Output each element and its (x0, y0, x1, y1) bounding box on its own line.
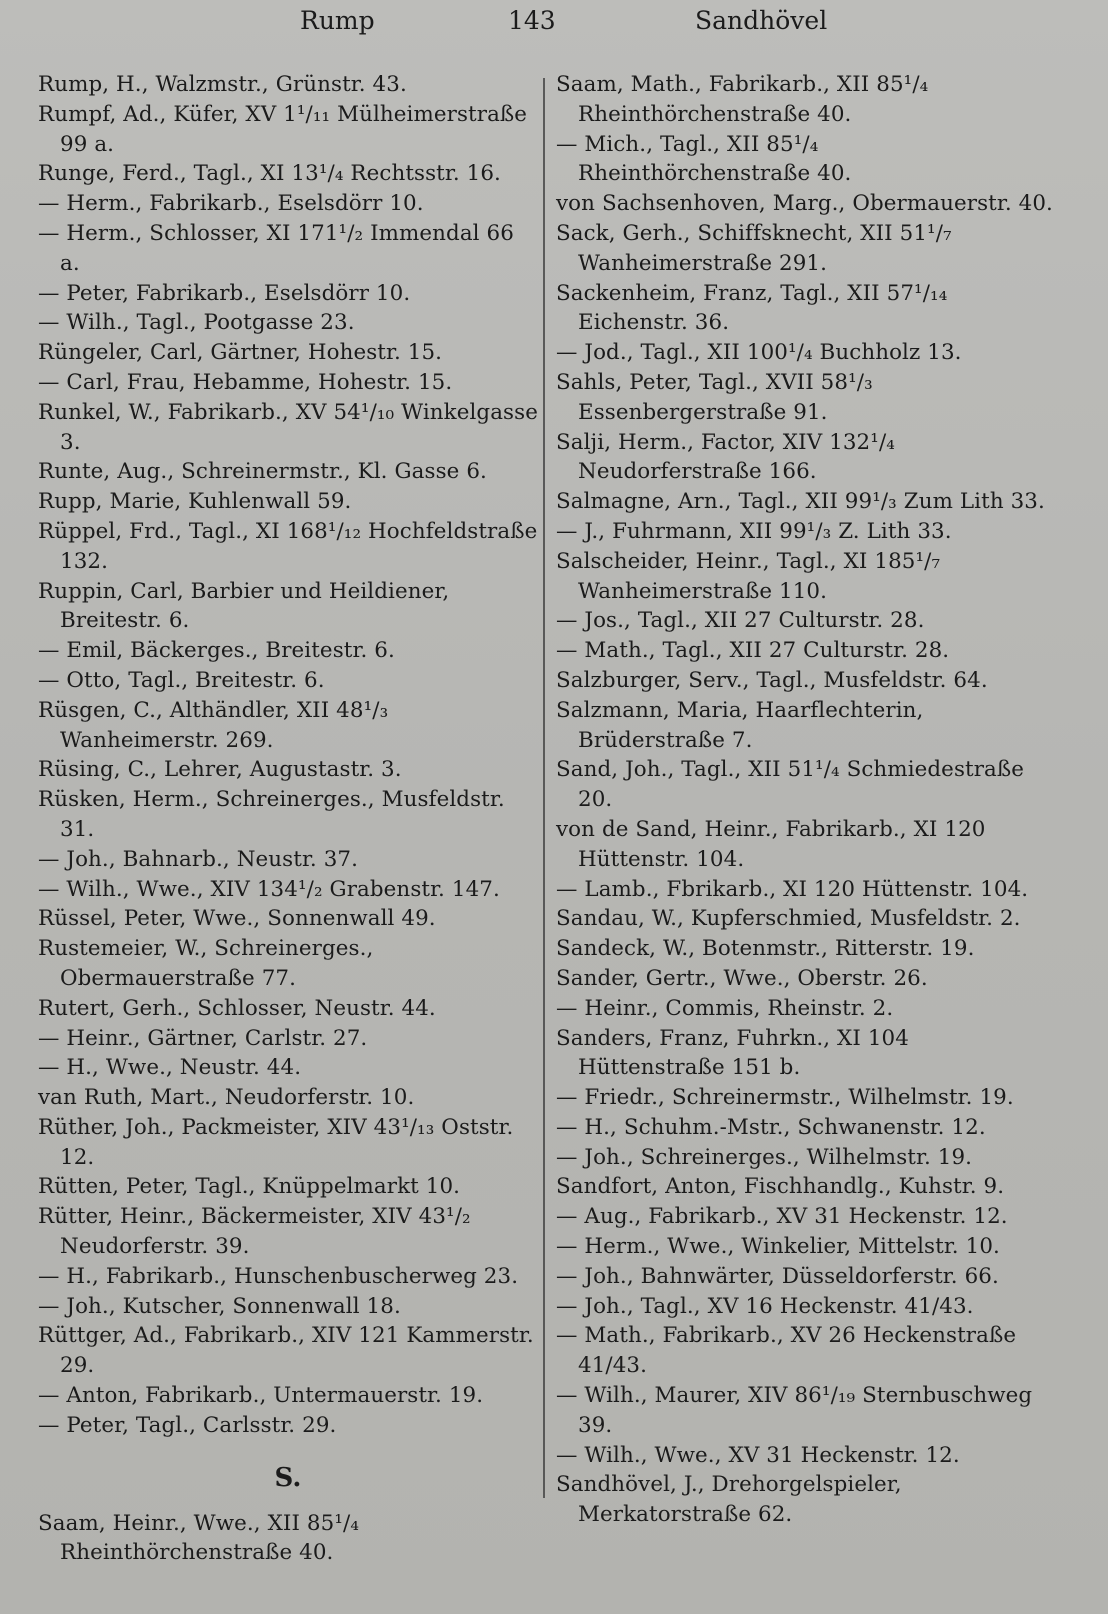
directory-entry: — Peter, Tagl., Carlsstr. 29. (38, 1412, 337, 1438)
directory-entry: Runge, Ferd., Tagl., XI 13¹/₄ Rechtsstr. 16. (38, 161, 501, 187)
directory-entry: Sandfort, Anton, Fischhandlg., Kuhstr. 9. (556, 1174, 1005, 1200)
directory-entry: — Herm., Fabrikarb., Eselsdörr 10. (38, 191, 424, 217)
directory-entry: Sackenheim, Franz, Tagl., XII 57¹/₁₄ Eichenstr. 36. (556, 280, 948, 336)
directory-entry: — Heinr., Gärtner, Carlstr. 27. (38, 1025, 368, 1051)
directory-entry: — Joh., Bahnwärter, Düsseldorferstr. 66. (556, 1263, 999, 1289)
directory-entry: Rütten, Peter, Tagl., Knüppelmarkt 10. (38, 1174, 461, 1200)
directory-entry: Rüsken, Herm., Schreinerges., Musfeldstr. 31. (38, 787, 505, 842)
directory-entry: — Herm., Wwe., Winkelier, Mittelstr. 10. (556, 1234, 1000, 1260)
directory-entry: — Friedr., Schreinermstr., Wilhelmstr. 19. (556, 1085, 1014, 1111)
column-divider (543, 78, 545, 1498)
directory-entry: van Ruth, Mart., Neudorferstr. 10. (38, 1085, 415, 1111)
directory-entry: Salzmann, Maria, Haarflechterin, Brüderstraße 7. (556, 697, 924, 753)
directory-entry: — J., Fuhrmann, XII 99¹/₃ Z. Lith 33. (556, 518, 952, 544)
section-letter-heading: S. (274, 1462, 302, 1493)
directory-entry: Salji, Herm., Factor, XIV 132¹/₄ Neudorferstraße 166. (556, 429, 895, 485)
directory-entry: Rustemeier, W., Schreinerges., Obermauerstraße 77. (38, 936, 374, 991)
right-column (556, 70, 1056, 1530)
directory-entry: — Joh., Tagl., XV 16 Heckenstr. 41/43. (556, 1293, 974, 1319)
directory-entry: — H., Fabrikarb., Hunschenbuscherweg 23. (38, 1263, 519, 1289)
directory-entry: — Anton, Fabrikarb., Untermauerstr. 19. (38, 1383, 484, 1409)
directory-entry: Sahls, Peter, Tagl., XVII 58¹/₃ Essenbergerstraße 91. (556, 369, 873, 425)
directory-entry: Runte, Aug., Schreinermstr., Kl. Gasse 6. (38, 459, 487, 485)
directory-entry: Rüther, Joh., Packmeister, XIV 43¹/₁₃ Oststr. 12. (38, 1114, 514, 1170)
directory-entry: — Carl, Frau, Hebamme, Hohestr. 15. (38, 369, 453, 395)
left-column (38, 70, 538, 1568)
directory-entry: — Math., Tagl., XII 27 Culturstr. 28. (556, 638, 950, 664)
directory-entry: von de Sand, Heinr., Fabrikarb., XI 120 Hüttenstr. 104. (556, 816, 986, 872)
directory-entry: Rütter, Heinr., Bäckermeister, XIV 43¹/₂ Neudorferstr. 39. (38, 1204, 471, 1260)
directory-entry: — Wilh., Wwe., XIV 134¹/₂ Grabenstr. 147. (38, 876, 500, 902)
directory-entry: Runkel, W., Fabrikarb., XV 54¹/₁₀ Winkelgasse 3. (38, 399, 538, 455)
directory-entry: Sack, Gerh., Schiffsknecht, XII 51¹/₇ Wanheimerstraße 291. (556, 220, 952, 276)
directory-entry: — Math., Fabrikarb., XV 26 Heckenstraße 41/43. (556, 1323, 1017, 1379)
directory-entry: — Mich., Tagl., XII 85¹/₄ Rheinthörchenstraße 40. (556, 131, 852, 187)
directory-entry: Rupp, Marie, Kuhlenwall 59. (38, 489, 352, 515)
header-first-name: Rump (300, 6, 375, 35)
directory-entry: Sandhövel, J., Drehorgelspieler, Merkatorstraße 62. (556, 1472, 902, 1528)
directory-entry: — Wilh., Wwe., XV 31 Heckenstr. 12. (556, 1442, 960, 1468)
directory-entry: — Peter, Fabrikarb., Eselsdörr 10. (38, 280, 411, 306)
directory-entry: Rüppel, Frd., Tagl., XI 168¹/₁₂ Hochfeldstraße 132. (38, 518, 538, 574)
page-number: 143 (508, 6, 556, 35)
directory-entry: — Wilh., Tagl., Pootgasse 23. (38, 310, 355, 336)
directory-entry: Sandau, W., Kupferschmied, Musfeldstr. 2. (556, 906, 1021, 932)
directory-entry: Saam, Math., Fabrikarb., XII 85¹/₄ Rheinthörchenstraße 40. (556, 72, 929, 127)
directory-entry: Salmagne, Arn., Tagl., XII 99¹/₃ Zum Lith 33. (556, 489, 1045, 515)
directory-entry: — Jod., Tagl., XII 100¹/₄ Buchholz 13. (556, 340, 962, 366)
directory-entry: Rüssel, Peter, Wwe., Sonnenwall 49. (38, 906, 436, 932)
directory-entry: Rüsgen, C., Althändler, XII 48¹/₃ Wanheimerstr. 269. (38, 697, 389, 753)
directory-entry: — Otto, Tagl., Breitestr. 6. (38, 667, 325, 693)
directory-entry: Salzburger, Serv., Tagl., Musfeldstr. 64. (556, 667, 988, 693)
header-last-name: Sandhövel (695, 6, 828, 35)
directory-entry: — Emil, Bäckerges., Breitestr. 6. (38, 638, 395, 664)
directory-entry: — Aug., Fabrikarb., XV 31 Heckenstr. 12. (556, 1204, 1008, 1230)
running-head (0, 6, 1108, 46)
directory-entry: — Jos., Tagl., XII 27 Culturstr. 28. (556, 608, 925, 634)
directory-entry: Rüngeler, Carl, Gärtner, Hohestr. 15. (38, 340, 443, 366)
directory-entry: Saam, Heinr., Wwe., XII 85¹/₄ Rheinthörchenstraße 40. (38, 1510, 360, 1566)
directory-entry: Ruppin, Carl, Barbier und Heildiener, Breitestr. 6. (38, 578, 450, 634)
directory-entry: Sander, Gertr., Wwe., Oberstr. 26. (556, 965, 928, 991)
directory-entry: — H., Schuhm.-Mstr., Schwanenstr. 12. (556, 1114, 986, 1140)
directory-entry: — Joh., Schreinerges., Wilhelmstr. 19. (556, 1144, 973, 1170)
directory-entry: Rumpf, Ad., Küfer, XV 1¹/₁₁ Mülheimerstraße 99 a. (38, 101, 528, 157)
directory-entry: von Sachsenhoven, Marg., Obermauerstr. 40. (556, 191, 1053, 217)
directory-entry: Rump, H., Walzmstr., Grünstr. 43. (38, 72, 407, 97)
directory-entry: — H., Wwe., Neustr. 44. (38, 1055, 302, 1081)
directory-entry: — Lamb., Fbrikarb., XI 120 Hüttenstr. 104. (556, 876, 1029, 902)
directory-entry: Rüsing, C., Lehrer, Augustastr. 3. (38, 757, 402, 783)
directory-entry: — Heinr., Commis, Rheinstr. 2. (556, 995, 894, 1021)
directory-entry: — Wilh., Maurer, XIV 86¹/₁₉ Sternbuschweg 39. (556, 1383, 1033, 1438)
directory-entry: — Joh., Bahnarb., Neustr. 37. (38, 846, 359, 872)
directory-entry: Rutert, Gerh., Schlosser, Neustr. 44. (38, 995, 436, 1021)
directory-entry: Salscheider, Heinr., Tagl., XI 185¹/₇ Wanheimerstraße 110. (556, 548, 941, 604)
directory-entry: Sanders, Franz, Fuhrkn., XI 104 Hüttenstraße 151 b. (556, 1025, 909, 1081)
directory-entry: Sandeck, W., Botenmstr., Ritterstr. 19. (556, 936, 975, 962)
directory-entry: Sand, Joh., Tagl., XII 51¹/₄ Schmiedestraße 20. (556, 757, 1025, 813)
directory-entry: — Joh., Kutscher, Sonnenwall 18. (38, 1293, 401, 1319)
directory-entry: Rüttger, Ad., Fabrikarb., XIV 121 Kammerstr. 29. (38, 1323, 534, 1379)
directory-entry: — Herm., Schlosser, XI 171¹/₂ Immendal 66 a. (38, 220, 514, 276)
